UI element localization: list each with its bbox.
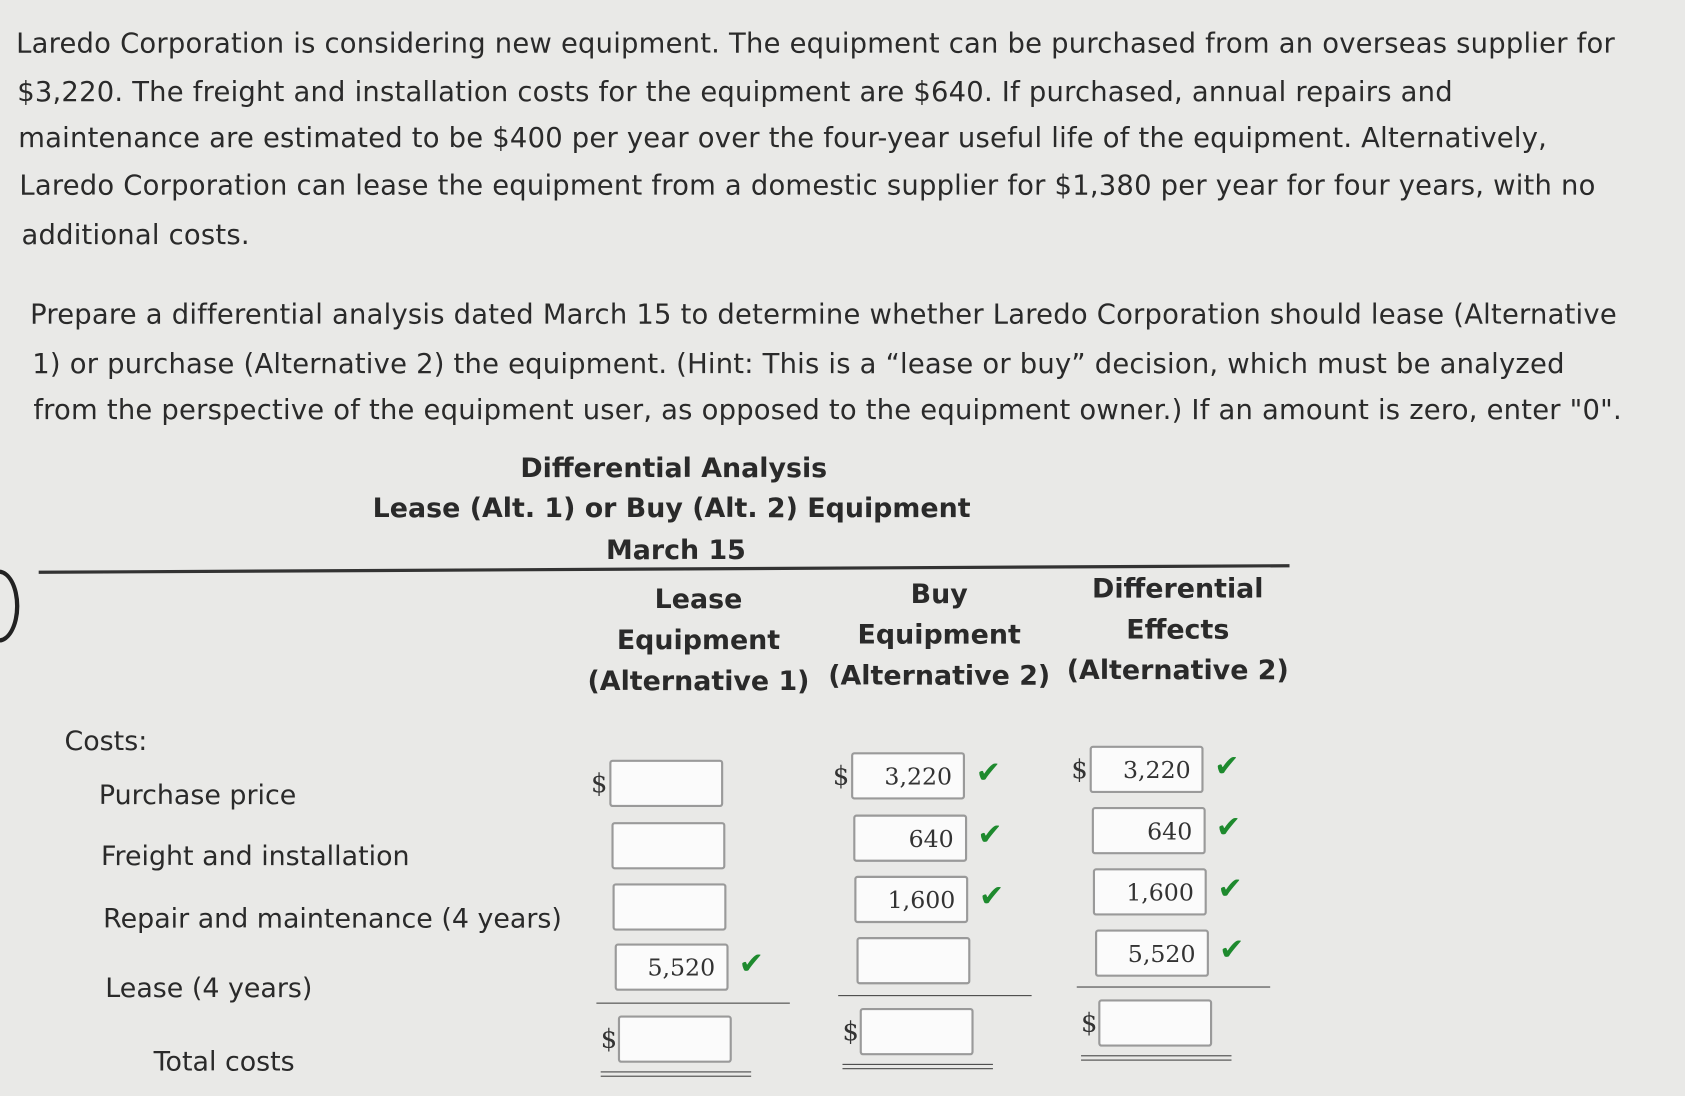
amount-input[interactable]: 3,220 xyxy=(1090,746,1204,793)
screen-edge-decoration xyxy=(0,570,19,643)
column-header-2: (Alternative 2) xyxy=(828,659,1051,691)
text-line: maintenance are estimated to be $400 per year over the four-year useful life of the equipment. Alternatively, xyxy=(18,122,1548,155)
text-line: Laredo Corporation can lease the equipment from a domestic supplier for $1,380 per year for four years, with no xyxy=(19,169,1596,203)
check-icon: ✔ xyxy=(738,945,765,982)
row-label: Purchase price xyxy=(98,779,297,811)
currency-symbol: $ xyxy=(832,760,850,791)
amount-input[interactable] xyxy=(856,937,970,984)
column-header-3: Effects xyxy=(1126,613,1230,645)
column-header-2: Equipment xyxy=(857,618,1021,651)
amount-input[interactable]: 1,600 xyxy=(1093,868,1207,915)
amount-input[interactable]: 640 xyxy=(1091,807,1205,854)
row-label: Lease (4 years) xyxy=(105,972,313,1004)
check-icon: ✔ xyxy=(975,754,1001,790)
amount-input[interactable]: 5,520 xyxy=(1094,930,1208,977)
analysis-date: March 15 xyxy=(605,534,746,566)
double-underline xyxy=(1081,1055,1231,1060)
total-input[interactable] xyxy=(860,1008,974,1055)
total-costs-label: Total costs xyxy=(153,1045,295,1077)
column-header-1: Lease xyxy=(654,583,743,615)
check-icon: ✔ xyxy=(977,816,1003,853)
column-header-1: Equipment xyxy=(616,624,781,656)
text-line: $3,220. The freight and installation costs for the equipment are $640. If purchased, annual repairs and xyxy=(17,76,1453,109)
check-icon: ✔ xyxy=(1214,747,1240,784)
column-header-1: (Alternative 1) xyxy=(587,665,810,697)
amount-input[interactable]: 1,600 xyxy=(854,876,968,923)
amount-input[interactable]: 3,220 xyxy=(851,752,965,799)
double-underline xyxy=(842,1064,992,1069)
subtotal-rule xyxy=(838,995,1031,996)
total-input[interactable] xyxy=(618,1015,732,1062)
check-icon: ✔ xyxy=(1217,870,1243,906)
currency-symbol: $ xyxy=(842,1016,859,1047)
currency-symbol: $ xyxy=(600,1024,618,1055)
double-underline xyxy=(601,1071,751,1076)
analysis-title: Differential Analysis xyxy=(520,452,828,484)
text-line: from the perspective of the equipment user, as opposed to the equipment owner.) If an amount is zero, enter "0". xyxy=(33,394,1622,427)
analysis-subtitle: Lease (Alt. 1) or Buy (Alt. 2) Equipment xyxy=(372,492,971,524)
costs-section-label: Costs: xyxy=(64,725,148,757)
column-header-3: (Alternative 2) xyxy=(1066,654,1289,686)
check-icon: ✔ xyxy=(978,877,1005,914)
column-header-3: Differential xyxy=(1092,572,1264,604)
text-line: Laredo Corporation is considering new equipment. The equipment can be purchased from an overseas supplier for xyxy=(16,27,1615,61)
subtotal-rule xyxy=(1077,986,1270,987)
amount-input[interactable]: 640 xyxy=(853,815,967,862)
column-header-2: Buy xyxy=(910,578,968,610)
row-label: Repair and maintenance (4 years) xyxy=(103,902,562,934)
text-line: additional costs. xyxy=(21,219,250,252)
total-input[interactable] xyxy=(1098,999,1212,1046)
amount-input[interactable] xyxy=(611,822,725,869)
amount-input[interactable] xyxy=(609,760,723,807)
check-icon: ✔ xyxy=(1215,809,1242,845)
row-label: Freight and installation xyxy=(101,840,410,872)
text-line: 1) or purchase (Alternative 2) the equipment. (Hint: This is a “lease or buy” decision, which must be analyzed xyxy=(32,348,1565,381)
amount-input[interactable] xyxy=(613,883,727,930)
check-icon: ✔ xyxy=(1219,931,1245,968)
amount-input[interactable]: 5,520 xyxy=(614,943,728,990)
currency-symbol: $ xyxy=(591,768,608,799)
text-line: Prepare a differential analysis dated March 15 to determine whether Laredo Corporation should lease (Alternative xyxy=(30,298,1617,331)
currency-symbol: $ xyxy=(1071,754,1088,785)
currency-symbol: $ xyxy=(1081,1007,1098,1039)
subtotal-rule xyxy=(596,1003,789,1004)
